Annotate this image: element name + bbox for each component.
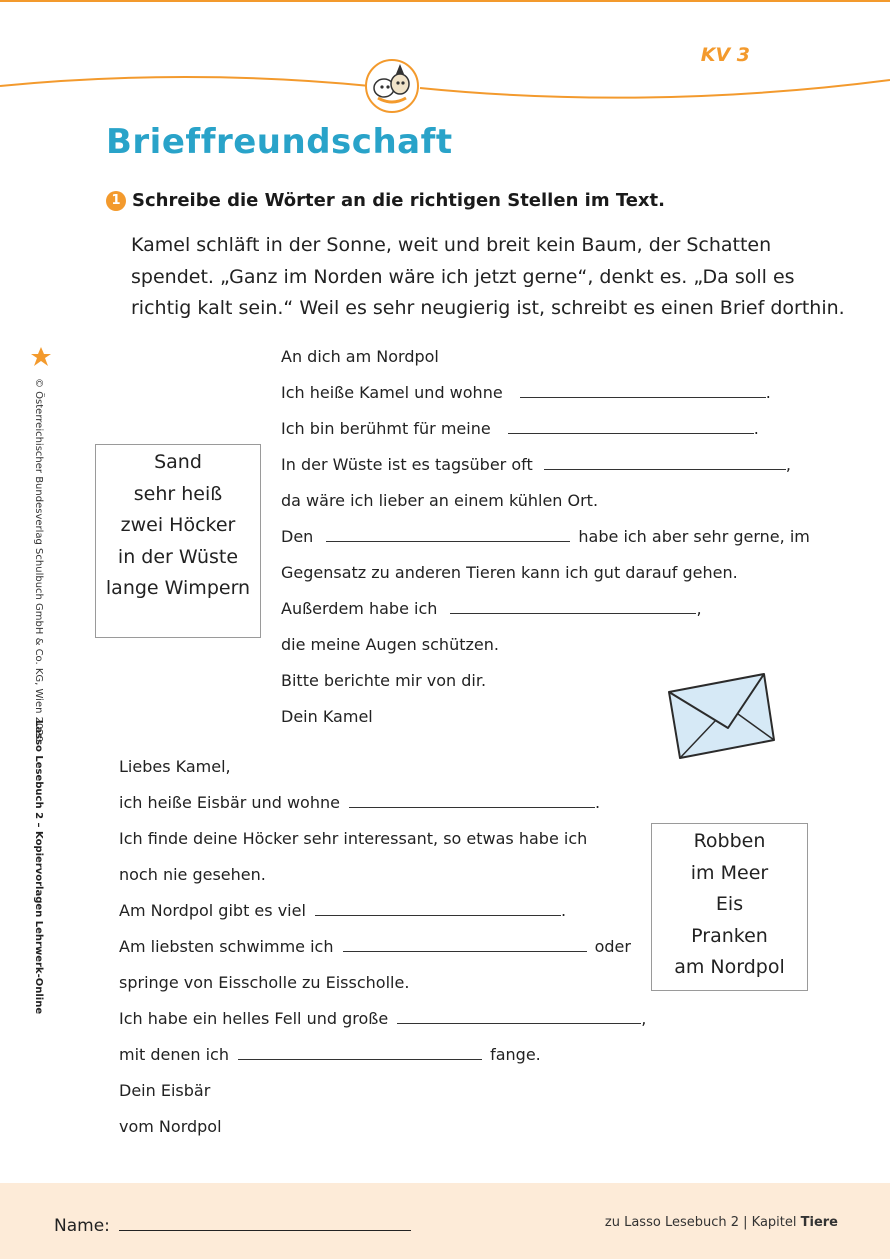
footer-reference [605,1215,838,1230]
text: . [560,901,567,920]
fill-in-blank[interactable] [544,455,786,470]
text: Ich bin berühmt für meine [281,419,491,438]
text: fange. [490,1045,541,1064]
text: ich heiße Eisbär und wohne [119,793,340,812]
text: Ich habe ein helles Fell und große [119,1009,389,1028]
bear-letter-line-6 [119,937,631,956]
word-box-item: in der Wüste [117,545,239,568]
text: Am liebsten schwimme ich [119,937,334,956]
text: . [765,383,771,402]
fill-in-blank[interactable] [349,793,595,808]
footer-ref-prefix: zu Lasso Lesebuch 2 | Kapitel [604,1215,801,1230]
text: . [595,793,601,812]
word-box-item: am Nordpol [674,956,785,978]
text: Am Nordpol gibt es viel [119,901,306,920]
bear-letter-line-7: springe von Eisscholle zu Eisscholle. [119,973,410,992]
bear-letter-line-2 [119,793,600,812]
footer-ref-chapter: Tiere [800,1215,838,1230]
text: , [696,599,702,618]
animal-mascot-icon [362,58,422,114]
fill-in-blank[interactable] [397,1009,641,1024]
intro-paragraph: Kamel schläft in der Sonne, weit und breit kein Baum, der Schatten spendet. „Ganz im Norden wäre ich jetzt gerne“, denkt es. „Da soll es richtig kalt sein.“ Weil es sehr neugierig ist, schreibt es einen Brief dorthin. [131,234,845,319]
text: , [641,1009,647,1028]
bear-letter-line-8 [119,1009,646,1028]
book-title-text: Lasso Lesebuch 2 – Kopiervorlagen Lehrwerk-Online [33,720,44,1015]
word-box-camel [95,444,261,638]
task-number-badge: 1 [106,191,126,211]
name-field [54,1216,411,1236]
camel-letter-line-7: Gegensatz zu anderen Tieren kann ich gut darauf gehen. [281,563,738,582]
camel-letter-line-3 [281,419,759,438]
camel-letter-line-6 [281,527,810,546]
camel-letter-line-8 [281,599,702,618]
word-box-item: Eis [715,893,744,915]
header-wave [0,60,890,110]
fill-in-blank[interactable] [238,1045,482,1060]
word-box-item: lange Wimpern [105,577,251,599]
word-box-item: Pranken [691,924,768,947]
text: Außerdem habe ich [281,599,438,618]
bear-letter-line-3: Ich finde deine Höcker sehr interessant, so etwas habe ich [119,829,588,848]
kv-label: KV 3 [700,44,750,66]
publisher-logo-icon [30,346,52,368]
copyright-vertical [32,378,46,743]
fill-in-blank[interactable] [508,419,754,434]
bear-letter-line-5 [119,901,566,920]
text: Ich heiße Kamel und wohne [281,383,503,402]
word-box-item: Sand [154,451,202,473]
camel-letter-line-11: Dein Kamel [281,707,373,726]
text: oder [594,937,631,956]
camel-letter-line-4 [281,455,791,474]
page-title: Brieffreundschaft [106,122,453,162]
envelope-icon [666,670,778,762]
copyright-text: © Österreichischer Bundesverlag Schulbuch GmbH & Co. KG, Wien 2020 [33,378,44,743]
book-vertical [32,720,46,1015]
fill-in-blank[interactable] [450,599,696,614]
text: . [753,419,759,438]
text: mit denen ich [119,1045,229,1064]
bear-letter-line-1: Liebes Kamel, [119,757,231,776]
word-box-item: sehr heiß [133,482,223,505]
camel-letter-line-2 [281,383,771,402]
word-box-item: im Meer [690,861,769,884]
bear-letter-line-11: vom Nordpol [119,1117,222,1136]
camel-letter-line-5: da wäre ich lieber an einem kühlen Ort. [281,491,599,510]
fill-in-blank[interactable] [315,901,561,916]
task-instruction [106,190,665,211]
top-border-line [0,0,890,2]
fill-in-blank[interactable] [326,527,570,542]
text: Den [281,527,314,546]
text: , [785,455,791,474]
camel-letter-line-10: Bitte berichte mir von dir. [281,671,487,690]
fill-in-blank[interactable] [343,937,587,952]
task-text: Schreibe die Wörter an die richtigen Stellen im Text. [132,190,665,211]
bear-letter-line-4: noch nie gesehen. [119,865,266,884]
text: In der Wüste ist es tagsüber oft [281,455,533,474]
fill-in-blank[interactable] [520,383,766,398]
bear-letter-line-10: Dein Eisbär [119,1081,211,1100]
bear-letter-line-9 [119,1045,541,1064]
word-box-bear [651,823,808,991]
camel-letter-line-9: die meine Augen schützen. [281,635,499,654]
word-box-item: zwei Höcker [120,514,236,536]
name-input-line[interactable] [119,1216,411,1231]
text: habe ich aber sehr gerne, im [578,527,810,546]
name-label: Name: [54,1216,110,1236]
camel-letter-line-1: An dich am Nordpol [281,347,439,366]
word-box-item: Robben [693,830,766,852]
